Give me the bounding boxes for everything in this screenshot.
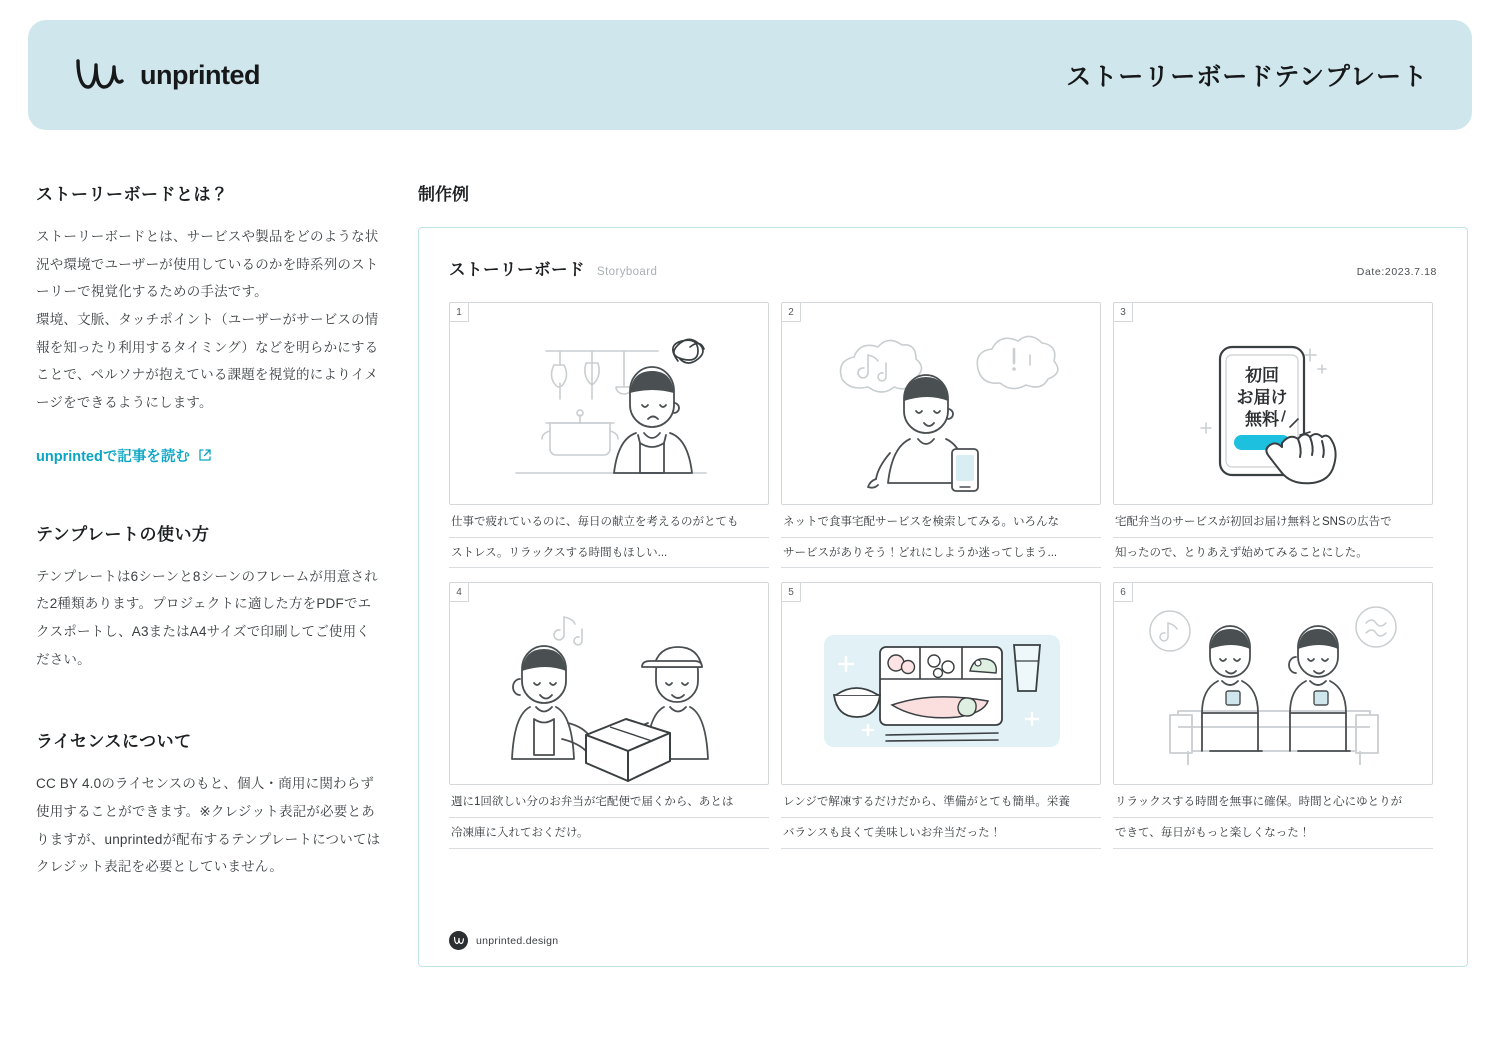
frame-caption <box>449 794 769 848</box>
section1-paragraph1: ストーリーボードとは、サービスや製品をどのような状況や環境でユーザーが使用しているのかを時系列のストーリーで視覚化するための手法です。 <box>36 229 379 300</box>
caption-line: 週に1回欲しい分のお弁当が宅配便で届くから、あとは <box>449 794 769 818</box>
frame-caption <box>1113 794 1433 848</box>
frame-number: 3 <box>1114 303 1133 322</box>
brand-name: unprinted <box>140 59 260 90</box>
frame-caption <box>781 794 1101 848</box>
storyboard-frame <box>1113 582 1433 785</box>
example-label: 制作例 <box>418 185 469 204</box>
caption-line: サービスがありそう！どれにしようか迷ってしまう... <box>781 545 1101 569</box>
storyboard-frame <box>781 582 1101 785</box>
sheet-title-wrap <box>449 256 657 280</box>
storyboard-cell <box>781 582 1101 848</box>
right-column <box>418 180 1468 967</box>
storyboard-frame <box>449 302 769 505</box>
page-header <box>28 20 1472 130</box>
frame-number: 6 <box>1114 583 1133 602</box>
storyboard-frame <box>1113 302 1433 505</box>
caption-line: 仕事で疲れているのに、毎日の献立を考えるのがとても <box>449 514 769 538</box>
frame-number: 1 <box>450 303 469 322</box>
storyboard-cell <box>449 302 769 568</box>
storyboard-cell <box>1113 302 1433 568</box>
svg-text:初回: 初回 <box>1245 366 1279 385</box>
frame-caption <box>781 514 1101 568</box>
unprinted-badge-icon <box>449 931 468 950</box>
read-article-link-label: unprintedで記事を読む <box>36 448 190 465</box>
frame-caption <box>449 514 769 568</box>
caption-line: バランスも良くて美味しいお弁当だった！ <box>781 825 1101 849</box>
storyboard-frame <box>781 302 1101 505</box>
unprinted-logo-icon <box>72 55 126 95</box>
sheet-header <box>449 256 1437 280</box>
storyboard-cell <box>781 302 1101 568</box>
section2-paragraph: テンプレートは6シーンと8シーンのフレームが用意された2種類あります。プロジェクトに適した方をPDFでエクスポートし、A3またはA4サイズで印刷してご使用ください。 <box>36 568 378 667</box>
caption-line: できて、毎日がもっと楽しくなった！ <box>1113 825 1433 849</box>
caption-line: 知ったので、とりあえず始めてみることにした。 <box>1113 545 1433 569</box>
page-title: ストーリーボードテンプレート <box>1066 63 1428 91</box>
caption-line: 宅配弁当のサービスが初回お届け無料とSNSの広告で <box>1113 514 1433 538</box>
brand <box>72 55 260 95</box>
storyboard-cell <box>449 582 769 848</box>
frame-caption <box>1113 514 1433 568</box>
frame-number: 4 <box>450 583 469 602</box>
caption-line: 冷凍庫に入れておくだけ。 <box>449 825 769 849</box>
caption-line: リラックスする時間を無事に確保。時間と心にゆとりが <box>1113 794 1433 818</box>
storyboard-sheet <box>418 227 1468 967</box>
frame-number: 5 <box>782 583 801 602</box>
sheet-date: Date:2023.7.18 <box>1356 266 1437 278</box>
read-article-link[interactable] <box>36 445 212 466</box>
external-link-icon <box>198 448 212 462</box>
sheet-title: ストーリーボード <box>449 261 585 279</box>
svg-text:お届け: お届け <box>1236 388 1288 407</box>
storyboard-cell <box>1113 582 1433 848</box>
storyboard-frame <box>449 582 769 785</box>
section-title-how-to-use: テンプレートの使い方 <box>36 524 210 544</box>
sheet-footer <box>449 931 558 950</box>
sheet-subtitle: Storyboard <box>597 266 658 278</box>
footer-text: unprinted.design <box>476 934 559 947</box>
section-title-license: ライセンスについて <box>36 732 192 752</box>
section1-paragraph2: 環境、文脈、タッチポイント（ユーザーがサービスの情報を知ったり利用するタイミング）などを明らかにすることで、ペルソナが抱えている課題を視覚的によりイメージをできるようにします。 <box>36 312 379 411</box>
left-column <box>36 180 381 881</box>
caption-line: ネットで食事宅配サービスを検索してみる。いろんな <box>781 514 1101 538</box>
frame-number: 2 <box>782 303 801 322</box>
section3-paragraph: CC BY 4.0のライセンスのもと、個人・商用に関わらず使用することができます。※クレジット表記が必要とありますが、unprintedが配布するテンプレートについてはクレジット表記を必要としていません。 <box>36 776 381 875</box>
storyboard-grid <box>449 302 1437 849</box>
caption-line: レンジで解凍するだけだから、準備がとても簡単。栄養 <box>781 794 1101 818</box>
caption-line: ストレス。リラックスする時間もほしい... <box>449 545 769 569</box>
section-title-what-is-storyboard: ストーリーボードとは？ <box>36 185 229 204</box>
svg-text:無料: 無料 <box>1245 410 1279 429</box>
